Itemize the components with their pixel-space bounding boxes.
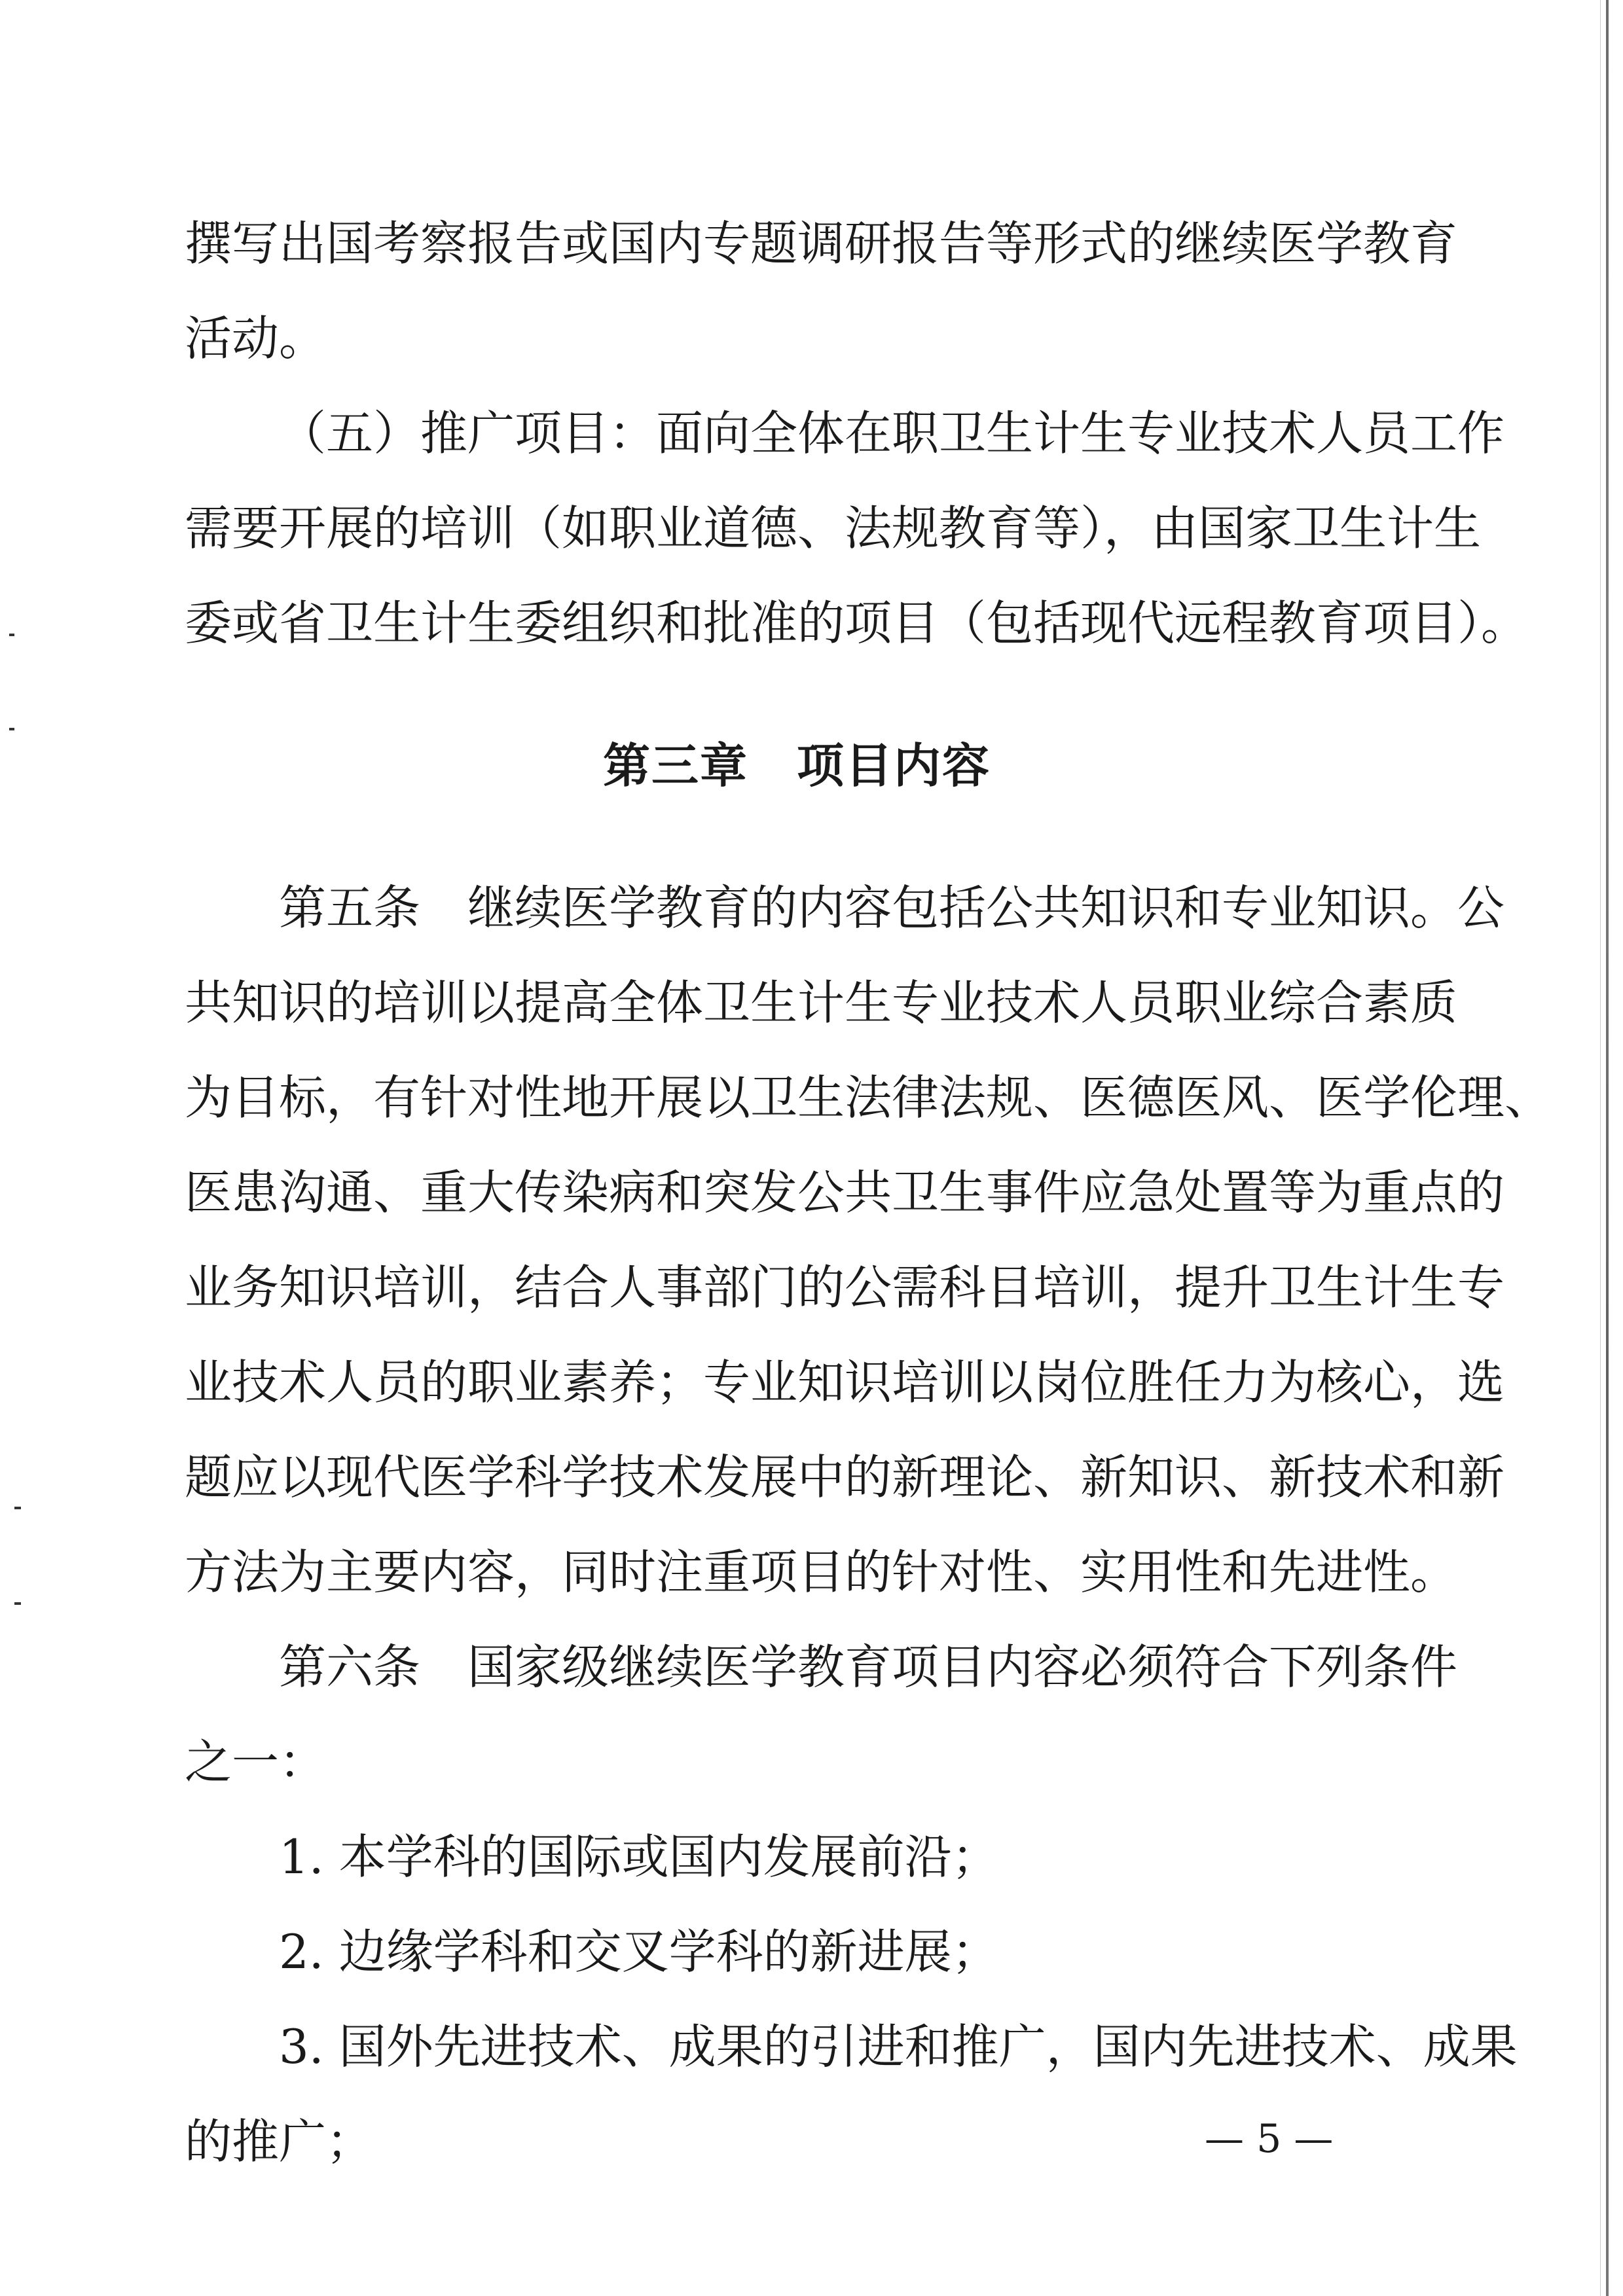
text-line: 活动。	[185, 311, 327, 366]
text-line: 题应以现代医学科学技术发展中的新理论、新知识、新技术和新	[185, 1450, 1505, 1505]
scan-edge-line	[1600, 0, 1601, 2296]
paragraph-continuation	[185, 196, 1458, 386]
text-line: 委或省卫生计生委组织和批准的项目（包括现代远程教育项目）。	[185, 596, 1529, 651]
text-line: 共知识的培训以提高全体卫生计生专业技术人员职业综合素质	[185, 975, 1458, 1030]
list-item: 3. 国外先进技术、成果的引进和推广，国内先进技术、成果	[279, 2019, 1518, 2074]
document-body	[185, 196, 1552, 2189]
text-line: 撰写出国考察报告或国内专题调研报告等形式的继续医学教育	[185, 216, 1458, 271]
text-line: 业技术人员的职业素养；专业知识培训以岗位胜任力为核心，选	[185, 1355, 1505, 1410]
scan-edge-shadow	[1606, 0, 1609, 2296]
text-line: （五）推广项目：面向全体在职卫生计生专业技术人员工作	[279, 406, 1505, 461]
article-5	[185, 861, 1552, 1620]
text-line: 为目标，有针对性地开展以卫生法律法规、医德医风、医学伦理、	[185, 1070, 1552, 1125]
article-6	[185, 1620, 1518, 2189]
text-line: 之一：	[185, 1734, 327, 1789]
paragraph-promotion-projects	[185, 386, 1529, 671]
text-line: 方法为主要内容，同时注重项目的针对性、实用性和先进性。	[185, 1545, 1458, 1600]
page-number: — 5 —	[1205, 2116, 1334, 2162]
text-line: 需要开展的培训（如职业道德、法规教育等），由国家卫生计生	[185, 501, 1482, 556]
text-line: 业务知识培训，结合人事部门的公需科目培训，提升卫生计生专	[185, 1260, 1505, 1315]
list-item: 1. 本学科的国际或国内发展前沿；	[279, 1829, 999, 1884]
text-line: 第五条 继续医学教育的内容包括公共知识和专业知识。公	[279, 880, 1505, 935]
text-line: 的推广；	[185, 2114, 374, 2169]
chapter-heading: 第三章 项目内容	[602, 738, 991, 793]
text-line: 第六条 国家级继续医学教育项目内容必须符合下列条件	[279, 1640, 1458, 1695]
scan-speck	[9, 634, 14, 636]
list-item: 2. 边缘学科和交叉学科的新进展；	[279, 1924, 999, 1979]
scan-speck	[14, 1507, 21, 1509]
text-line: 医患沟通、重大传染病和突发公共卫生事件应急处置等为重点的	[185, 1165, 1505, 1220]
scan-speck	[9, 728, 14, 730]
scan-speck	[14, 1602, 21, 1605]
